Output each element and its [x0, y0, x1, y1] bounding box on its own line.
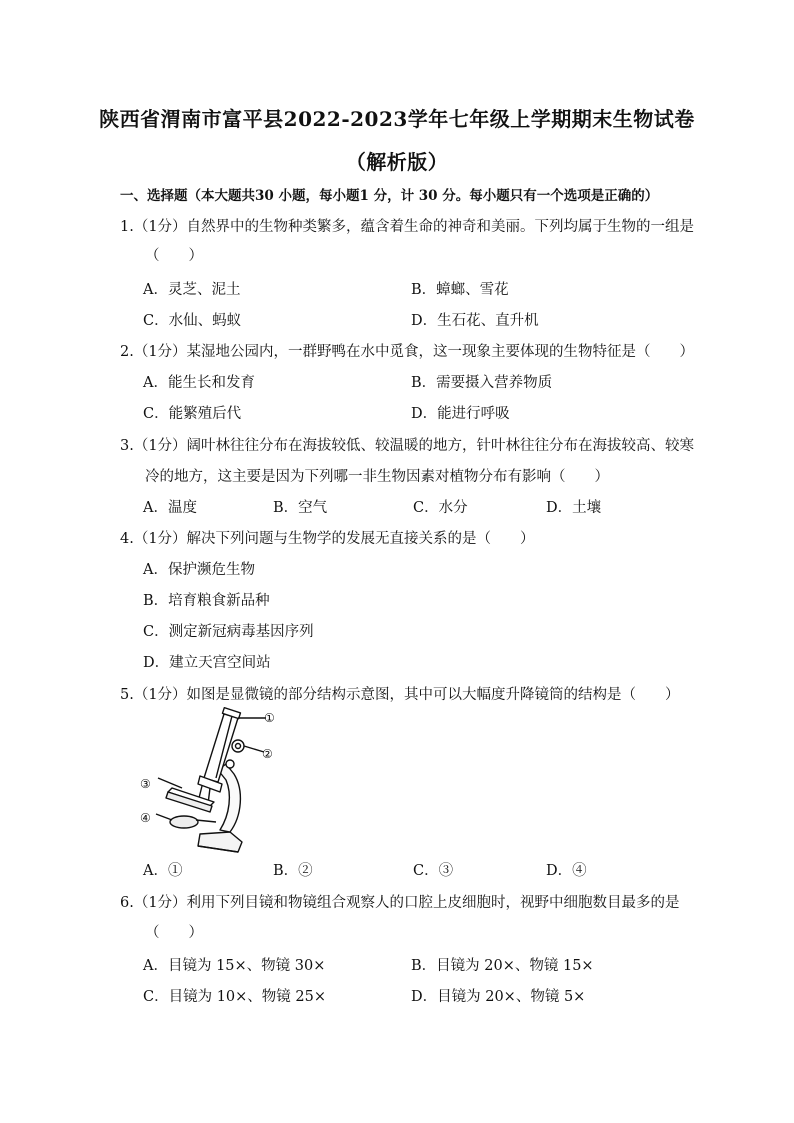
question-1-option-b: B．蟑螂、雪花	[411, 282, 509, 298]
question-1-option-d: D．生石花、直升机	[411, 313, 539, 329]
question-4-option-c: C．测定新冠病毒基因序列	[143, 624, 314, 640]
question-4-option-b: B．培育粮食新品种	[143, 593, 270, 609]
question-1-stem: 1.（1分）自然界中的生物种类繁多，蕴含着生命的神奇和美丽。下列均属于生物的一组是	[120, 219, 695, 235]
question-5-stem: 5.（1分）如图是显微镜的部分结构示意图，其中可以大幅度升降镜筒的结构是（ ）	[120, 687, 680, 703]
question-6-option-a: A．目镜为 15×、物镜 30×	[143, 958, 326, 974]
question-2-stem: 2.（1分）某湿地公园内，一群野鸭在水中觅食，这一现象主要体现的生物特征是（ ）	[120, 344, 695, 360]
question-1-option-c: C．水仙、蚂蚁	[143, 313, 242, 329]
section-heading: 一、选择题（本大题共30 小题，每小题1 分，计 30 分。每小题只有一个选项是正确的）	[120, 188, 659, 204]
question-5-option-b: B．②	[273, 863, 313, 879]
question-2-option-d: D．能进行呼吸	[411, 406, 510, 422]
question-5-option-c: C．③	[413, 863, 454, 879]
question-3-option-c: C．水分	[413, 500, 468, 516]
figure-label-1: ①	[264, 711, 275, 725]
question-6-option-c: C．目镜为 10×、物镜 25×	[143, 989, 327, 1005]
question-5-option-a: A．①	[143, 863, 183, 879]
question-4-stem: 4.（1分）解决下列问题与生物学的发展无直接关系的是（ ）	[120, 531, 535, 547]
question-2-option-b: B．需要摄入营养物质	[411, 375, 553, 391]
question-2-option-a: A．能生长和发育	[143, 375, 255, 391]
question-3-option-a: A．温度	[143, 500, 197, 516]
microscope-diagram	[138, 706, 288, 856]
question-3-stem-cont: 冷的地方，这主要是因为下列哪一非生物因素对植物分布有影响（ ）	[145, 469, 609, 485]
question-6-option-d: D．目镜为 20×、物镜 5×	[411, 989, 586, 1005]
question-4-option-a: A．保护濒危生物	[143, 562, 255, 578]
figure-label-4: ④	[140, 811, 151, 825]
document-title: 陕西省渭南市富平县2022-2023学年七年级上学期期末生物试卷	[99, 107, 695, 131]
question-6-stem-cont: （ ）	[145, 925, 203, 941]
question-1-option-a: A．灵芝、泥土	[143, 282, 241, 298]
question-1-stem-cont: （ ）	[145, 248, 203, 264]
question-2-option-c: C．能繁殖后代	[143, 406, 242, 422]
document-subtitle: （解析版）	[345, 150, 449, 174]
microscope-icon	[138, 706, 288, 856]
question-3-option-b: B．空气	[273, 500, 328, 516]
figure-label-2: ②	[262, 747, 273, 761]
question-3-stem: 3.（1分）阔叶林往往分布在海拔较低、较温暖的地方，针叶林往往分布在海拔较高、较寒	[120, 438, 695, 454]
question-4-option-d: D．建立天宫空间站	[143, 655, 271, 671]
question-6-option-b: B．目镜为 20×、物镜 15×	[411, 958, 594, 974]
question-5-option-d: D．④	[546, 863, 587, 879]
question-6-stem: 6.（1分）利用下列目镜和物镜组合观察人的口腔上皮细胞时，视野中细胞数目最多的是	[120, 895, 680, 911]
question-3-option-d: D．土壤	[546, 500, 602, 516]
figure-label-3: ③	[140, 777, 151, 791]
